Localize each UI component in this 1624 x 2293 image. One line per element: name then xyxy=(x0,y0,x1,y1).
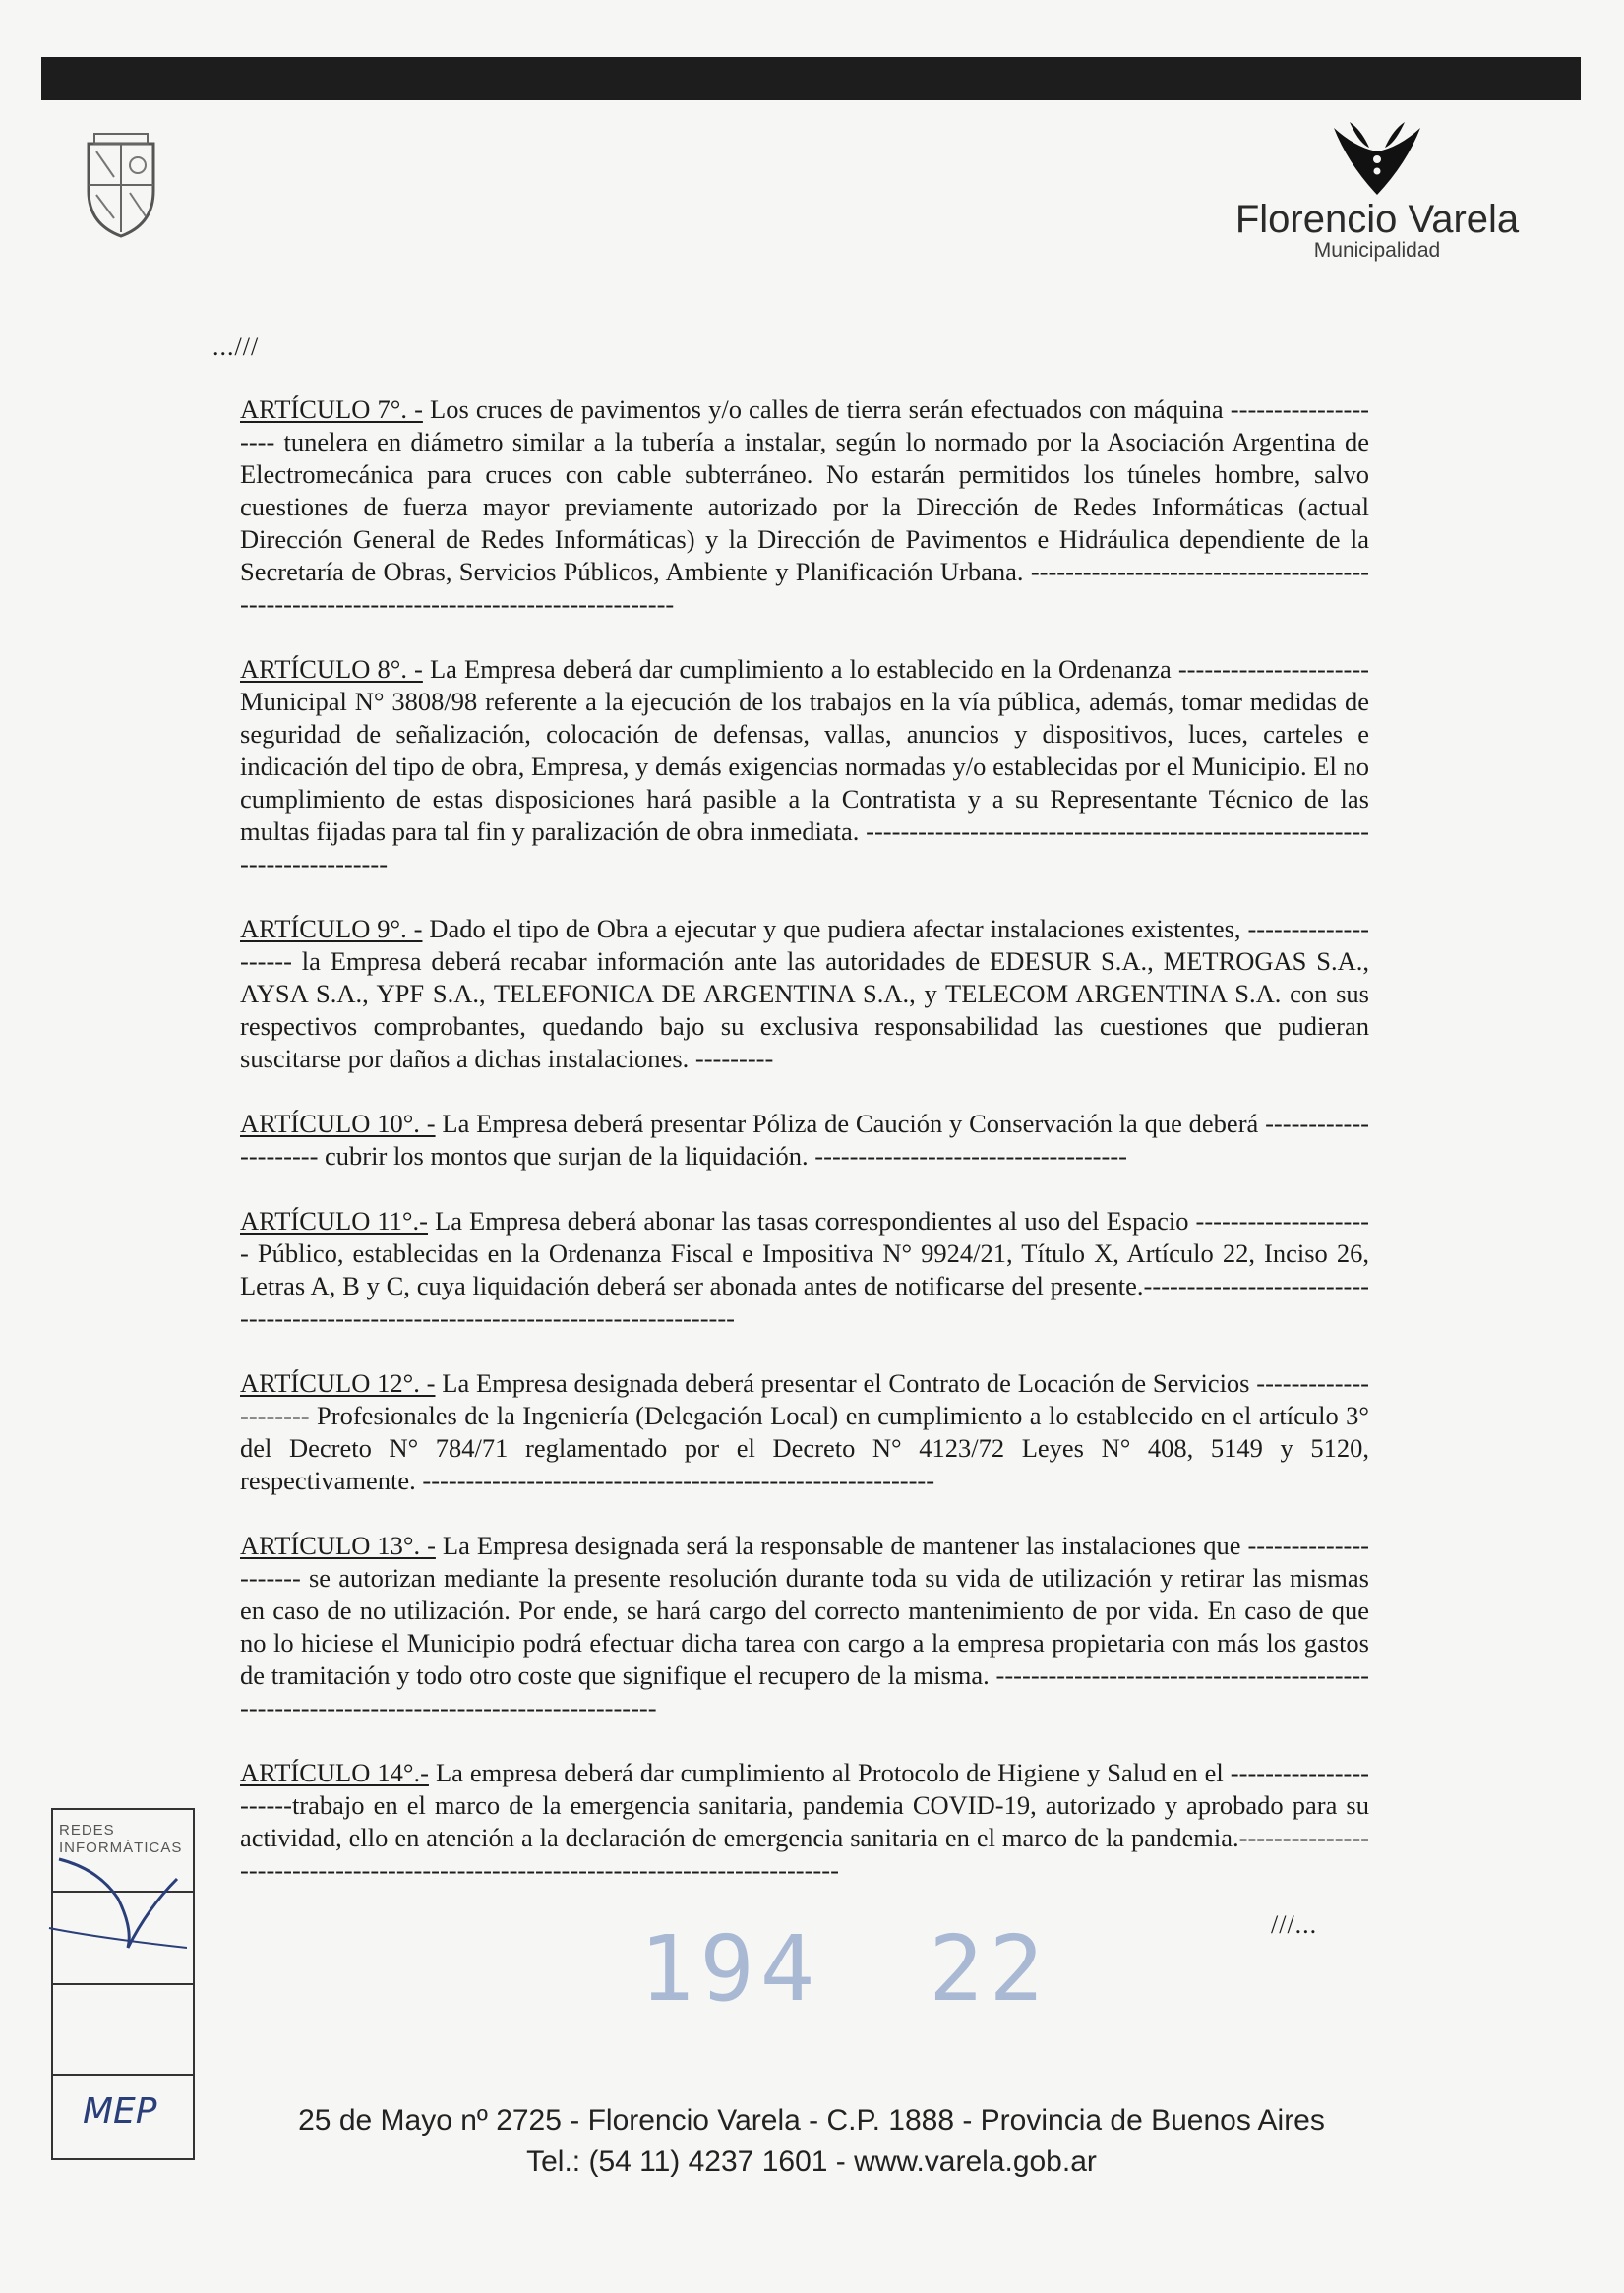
article-label: ARTÍCULO 8°. - xyxy=(240,654,423,684)
article-9 xyxy=(240,913,1369,1075)
article-14 xyxy=(240,1757,1369,1887)
article-text: La Empresa deberá dar cumplimiento a lo establecido en la Ordenanza ---------------------- Municipal N° 3808/98 referente a la ejecución de los trabajos en la vía pública, además, tomar medidas de seguridad de señalización, colocación de defensas, vallas, anuncios y dispositivos, luces, carteles e indicación del tipo de obra, Empresa, y demás exigencias normadas y/o establecidas por el Municipio. El no cumplimiento de estas disposiciones hará pasible a la Contratista y a su Representante Técnico de las multas fijadas para tal fin y paralización de obra inmediata. --------------------------------------------------------------------------- xyxy=(240,654,1370,878)
org-subtitle: Municipalidad xyxy=(1313,239,1441,262)
article-8 xyxy=(240,653,1369,880)
article-label: ARTÍCULO 7°. - xyxy=(240,394,423,424)
department-label-line1: REDES xyxy=(59,1822,115,1839)
municipality-logo xyxy=(1230,118,1525,266)
article-13 xyxy=(240,1530,1369,1724)
article-label: ARTÍCULO 11°.- xyxy=(240,1206,428,1236)
stamp-number: 194 xyxy=(639,1916,821,2021)
municipal-crest-icon xyxy=(81,130,161,240)
stamp-box-row xyxy=(53,1985,193,2076)
article-text: La Empresa designada será la responsable de mantener las instalaciones que --------------------- se autorizan mediante la presente resolución durante toda su vida de utilización y retirar las mismas en caso de no utilización. Por ende, se hará cargo del correcto mantenimiento de por vida. En caso de que no lo hiciese el Municipio podrá efectuar dicha tarea con cargo a la empresa propietaria con más los gastos de tramitación y todo otro coste que signifique el recupero de la misma. ------------------------------------------------------------------------------------------- xyxy=(240,1531,1369,1722)
footer-address-line: 25 de Mayo nº 2725 - Florencio Varela - C.P. 1888 - Provincia de Buenos Aires xyxy=(298,2104,1325,2137)
article-text: Los cruces de pavimentos y/o calles de tierra serán efectuados con máquina -------------------- tunelera en diámetro similar a la tubería a instalar, según lo normado por la Asociación Argentina de Electromecánica para cruces con cable subterráneo. No estarán permitidos los túneles hombre, salvo cuestiones de fuerza mayor previamente autorizado por la Dirección de Redes Informáticas (actual Dirección General de Redes Informáticas) y la Dirección de Pavimentos e Hidráulica dependiente de la Secretaría de Obras, Servicios Públicos, Ambiente y Planificación Urbana. ----------------------------------------------------------------------------------------- xyxy=(240,394,1370,619)
article-text: La Empresa deberá abonar las tasas correspondientes al uso del Espacio --------------------- Público, establecidas en la Ordenanza Fiscal e Impositiva N° 9924/21, Título X, Artículo 22, Inciso 26, Letras A, B y C, cuya liquidación deberá ser abonada antes de notificarse del presente.----------------------------------------------------------------------------------- xyxy=(240,1206,1370,1333)
article-11 xyxy=(240,1205,1369,1335)
org-name: Florencio Varela xyxy=(1234,198,1520,241)
article-label: ARTÍCULO 13°. - xyxy=(240,1531,436,1560)
footer-address xyxy=(177,2100,1446,2183)
signature-mark-icon xyxy=(39,1840,187,1967)
resolution-body xyxy=(240,393,1369,1919)
stamp-box-row xyxy=(53,2076,193,2160)
article-text: La Empresa deberá presentar Póliza de Caución y Conservación la que deberá --------------------- cubrir los montos que surjan de la liquidación. ------------------------------------ xyxy=(240,1109,1369,1171)
article-10 xyxy=(240,1108,1369,1173)
florencio-varela-emblem-icon xyxy=(1330,118,1424,197)
department-label-line2: INFORMÁTICAS xyxy=(59,1840,183,1856)
header-bar xyxy=(41,57,1581,100)
continuation-mark-top: .../// xyxy=(212,332,260,361)
continuation-mark-bottom: ///... xyxy=(1271,1910,1318,1939)
article-text: La empresa deberá dar cumplimiento al Protocolo de Higiene y Salud en el ----------------------trabajo en el marco de la emergencia sanitaria, pandemia COVID-19, autorizado y aprobado para su actividad, ello en atención a la declaración de emergencia sanitaria en el marco de la pandemia.------------------------------------------------------------------------------------ xyxy=(240,1758,1369,1885)
resolution-number-stamp xyxy=(639,1916,1158,2021)
article-label: ARTÍCULO 14°.- xyxy=(240,1758,429,1787)
article-label: ARTÍCULO 9°. - xyxy=(240,914,423,943)
article-label: ARTÍCULO 10°. - xyxy=(240,1109,436,1138)
article-text: Dado el tipo de Obra a ejecutar y que pudiera afectar instalaciones existentes, -------------------- la Empresa deberá recabar información ante las autoridades de EDESUR S.A., METROGAS S.A., AYSA S.A., YPF S.A., TELEFONICA DE ARGENTINA S.A., y TELECOM ARGENTINA S.A. con sus respectivos comprobantes, quedando bajo su exclusiva responsabilidad las cuestiones que pudieran suscitarse por daños a dichas instalaciones. --------- xyxy=(240,914,1369,1073)
article-12 xyxy=(240,1367,1369,1497)
stamp-year: 22 xyxy=(929,1916,1050,2021)
article-text: La Empresa designada deberá presentar el Contrato de Locación de Servicios --------------------- Profesionales de la Ingeniería (Delegación Local) en cumplimiento a lo establecido en el artículo 3° del Decreto N° 784/71 reglamentado por el Decreto N° 4123/72 Leyes N° 408, 5149 y 5120, respectivamente. ----------------------------------------------------------- xyxy=(240,1368,1369,1495)
footer-contact-line: Tel.: (54 11) 4237 1601 - www.varela.gob.ar xyxy=(526,2145,1097,2178)
handwritten-initials: MEP xyxy=(83,2091,157,2132)
article-label: ARTÍCULO 12°. - xyxy=(240,1368,436,1398)
article-7 xyxy=(240,393,1369,621)
